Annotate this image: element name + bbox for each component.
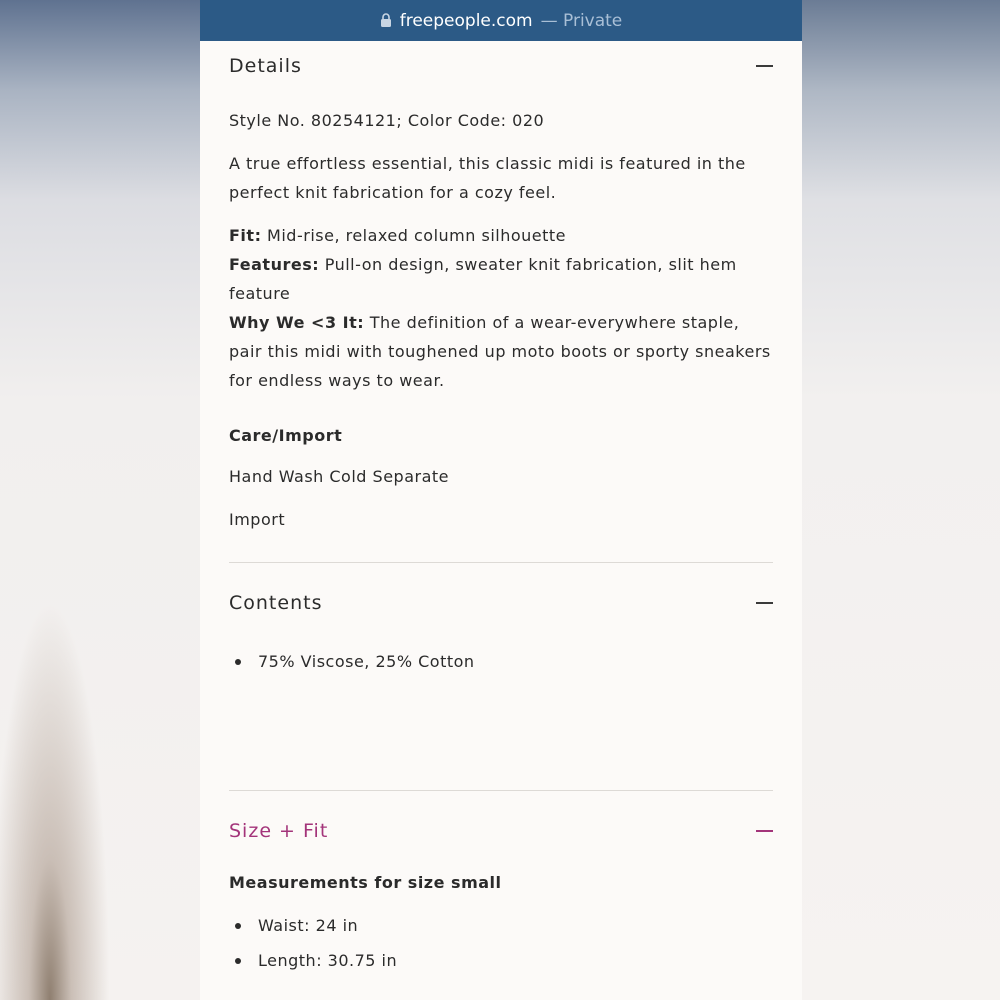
why-text: The definition of a wear-everywhere staple, pair this midi with toughened up moto boots or sporty sneakers for endless ways to wear.	[229, 313, 771, 390]
list-item: Length: 30.75 in	[229, 946, 773, 975]
product-accordion	[200, 55, 802, 975]
features-text: Pull-on design, sweater knit fabrication, slit hem feature	[229, 255, 737, 303]
list-item: Waist: 24 in	[229, 911, 773, 940]
background-blur-left	[0, 0, 200, 1000]
care-heading-text: Care/Import	[229, 426, 343, 445]
contents-list	[229, 647, 773, 676]
features-line	[229, 250, 773, 308]
list-item: 75% Viscose, 25% Cotton	[229, 647, 773, 676]
url-domain: freepeople.com	[399, 10, 533, 31]
details-title: Details	[229, 55, 302, 77]
size-fit-title: Size + Fit	[229, 820, 329, 842]
measurements-heading-text: Measurements for size small	[229, 873, 502, 892]
fit-text: Mid-rise, relaxed column silhouette	[261, 226, 567, 245]
divider	[229, 790, 773, 791]
care-item: Hand Wash Cold Separate	[229, 467, 449, 486]
minus-icon[interactable]	[756, 602, 773, 604]
measurements-heading	[229, 868, 773, 897]
fit-line	[229, 221, 773, 250]
why-label: Why We <3 It:	[229, 313, 365, 332]
contents-header[interactable]	[229, 592, 773, 614]
background-blur-right	[802, 0, 1000, 1000]
divider	[229, 562, 773, 563]
size-fit-header[interactable]	[229, 820, 773, 842]
contents-title: Contents	[229, 592, 323, 614]
measurements-list	[229, 911, 773, 975]
details-header[interactable]	[229, 55, 773, 77]
features-label: Features:	[229, 255, 320, 274]
care-item: Import	[229, 510, 286, 529]
style-number: Style No. 80254121; Color Code: 020	[229, 111, 545, 130]
product-description: A true effortless essential, this classic midi is featured in the perfect knit fabrication for a cozy feel.	[229, 154, 746, 202]
minus-icon[interactable]	[756, 830, 773, 832]
care-heading	[229, 421, 773, 450]
url-bar[interactable]	[200, 0, 802, 41]
lock-icon	[380, 13, 392, 27]
minus-icon[interactable]	[756, 65, 773, 67]
private-mode-label: — Private	[540, 10, 623, 31]
phone-screen	[200, 0, 802, 1000]
fit-label: Fit:	[229, 226, 262, 245]
why-line	[229, 308, 773, 395]
